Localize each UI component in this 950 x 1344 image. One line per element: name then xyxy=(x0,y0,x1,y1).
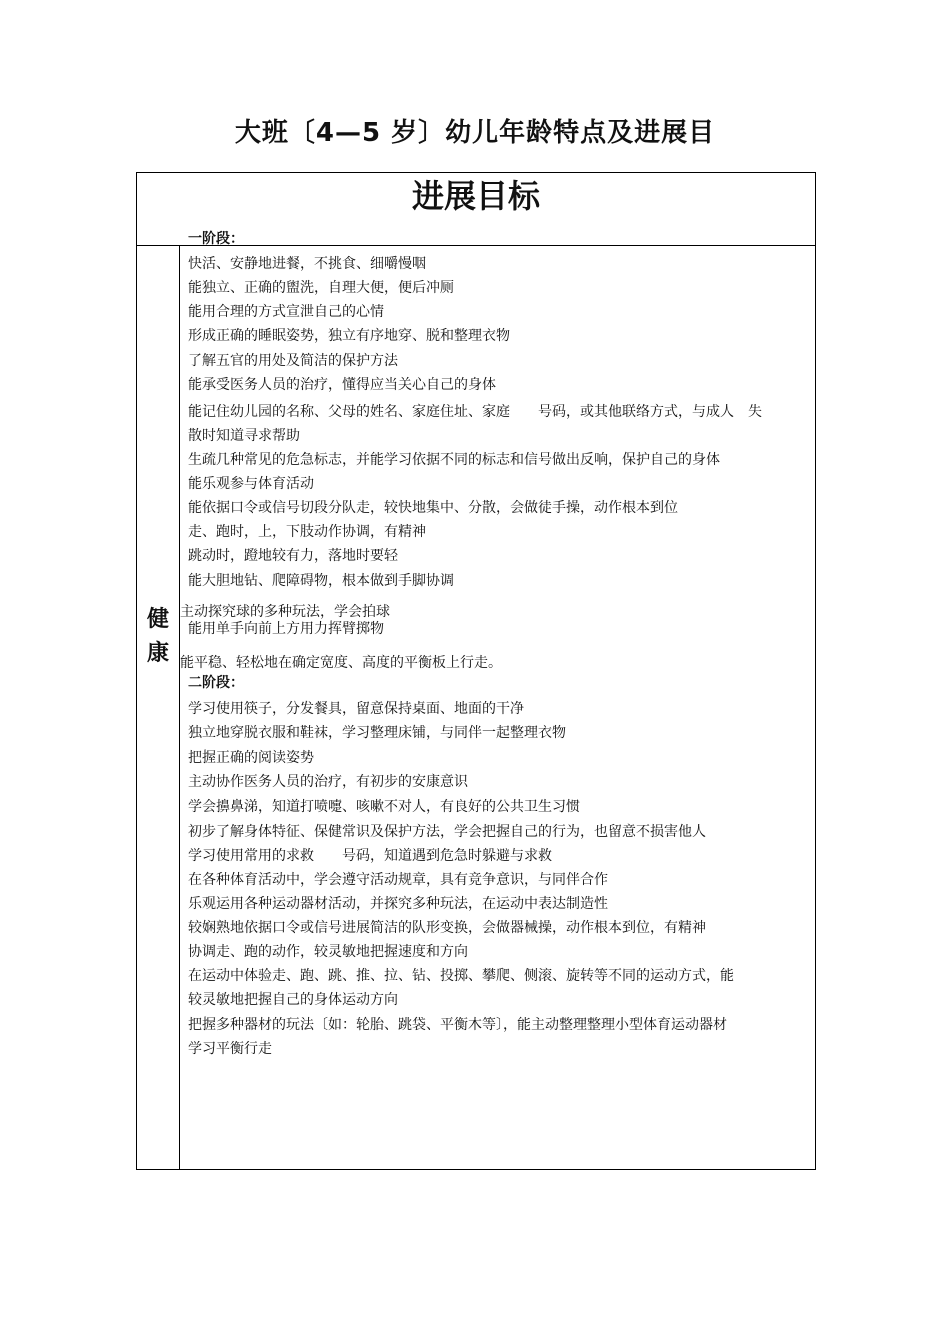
goals-table xyxy=(136,172,816,1170)
category-cell xyxy=(137,603,179,671)
stage2-item: 较灵敏地把握自己的身体运动方向 xyxy=(188,992,398,1008)
stage2-item: 独立地穿脱衣服和鞋袜，学习整理床铺，与同伴一起整理衣物 xyxy=(188,725,566,741)
stage1-item: 能独立、正确的盥洗，自理大便，便后冲厕 xyxy=(188,280,454,296)
stage1-label: 一阶段： xyxy=(188,231,244,247)
stage1-item: 走、跑时，上，下肢动作协调，有精神 xyxy=(188,524,426,540)
stage2-item: 较娴熟地依据口令或信号进展简洁的队形变换，会做器械操，动作根本到位，有精神 xyxy=(188,920,706,936)
stage1-item: 能用单手向前上方用力挥臂掷物 xyxy=(188,621,384,637)
stage2-item: 把握多种器材的玩法〔如：轮胎、跳袋、平衡木等〕，能主动整理整理小型体育运动器材 xyxy=(188,1017,727,1033)
stage2-item: 在各种体育活动中，学会遵守活动规章，具有竞争意识，与同伴合作 xyxy=(188,872,608,888)
category-char: 健 xyxy=(146,607,169,632)
stage2-item: 学习使用常用的求救 号码，知道遇到危急时躲避与求救 xyxy=(188,848,552,864)
stage1-item: 能乐观参与体育活动 xyxy=(188,476,314,492)
stage2-item: 学习平衡行走 xyxy=(188,1041,272,1057)
stage2-item: 乐观运用各种运动器材活动，并探究多种玩法，在运动中表达制造性 xyxy=(188,896,608,912)
stage1-item: 跳动时，蹬地较有力，落地时要轻 xyxy=(188,548,398,564)
stage1-item: 生疏几种常见的危急标志，并能学习依据不同的标志和信号做出反响，保护自己的身体 xyxy=(188,452,720,468)
stage2-item: 学习使用筷子，分发餐具，留意保持桌面、地面的干净 xyxy=(188,701,524,717)
category-char: 康 xyxy=(146,641,169,666)
table-header-row xyxy=(137,173,815,246)
stage1-item: 能大胆地钻、爬障碍物，根本做到手脚协调 xyxy=(188,573,454,589)
stage2-item: 主动协作医务人员的治疗，有初步的安康意识 xyxy=(188,774,468,790)
stage2-item: 初步了解身体特征、保健常识及保护方法，学会把握自己的行为，也留意不损害他人 xyxy=(188,824,706,840)
stage1-item: 形成正确的睡眠姿势，独立有序地穿、脱和整理衣物 xyxy=(188,328,510,344)
stage2-item: 把握正确的阅读姿势 xyxy=(188,750,314,766)
stage1-item: 散时知道寻求帮助 xyxy=(188,428,300,444)
column-divider xyxy=(179,246,180,1170)
stage1-item: 主动探究球的多种玩法，学会拍球 xyxy=(180,604,390,620)
stage1-item: 能承受医务人员的治疗，懂得应当关心自己的身体 xyxy=(188,377,496,393)
stage1-item: 能平稳、轻松地在确定宽度、高度的平衡板上行走。 xyxy=(180,655,502,671)
stage1-item: 能用合理的方式宣泄自己的心情 xyxy=(188,304,384,320)
page-title: 大班〔4—5 岁〕幼儿年龄特点及进展目 xyxy=(234,118,716,148)
stage2-item: 学会擤鼻涕，知道打喷嚏、咳嗽不对人，有良好的公共卫生习惯 xyxy=(188,799,580,815)
stage1-item: 快活、安静地进餐，不挑食、细嚼慢咽 xyxy=(188,256,426,272)
stage1-item: 能依据口令或信号切段分队走，较快地集中、分散，会做徒手操，动作根本到位 xyxy=(188,500,678,516)
table-header-title: 进展目标 xyxy=(411,177,540,215)
stage2-item: 协调走、跑的动作，较灵敏地把握速度和方向 xyxy=(188,944,468,960)
stage1-item: 能记住幼儿园的名称、父母的姓名、家庭住址、家庭 号码，或其他联络方式，与成人 失 xyxy=(188,404,762,420)
stage1-item: 了解五官的用处及简洁的保护方法 xyxy=(188,353,398,369)
stage2-item: 在运动中体验走、跑、跳、推、拉、钻、投掷、攀爬、侧滚、旋转等不同的运动方式，能 xyxy=(188,968,734,984)
stage2-label: 二阶段： xyxy=(188,675,244,691)
